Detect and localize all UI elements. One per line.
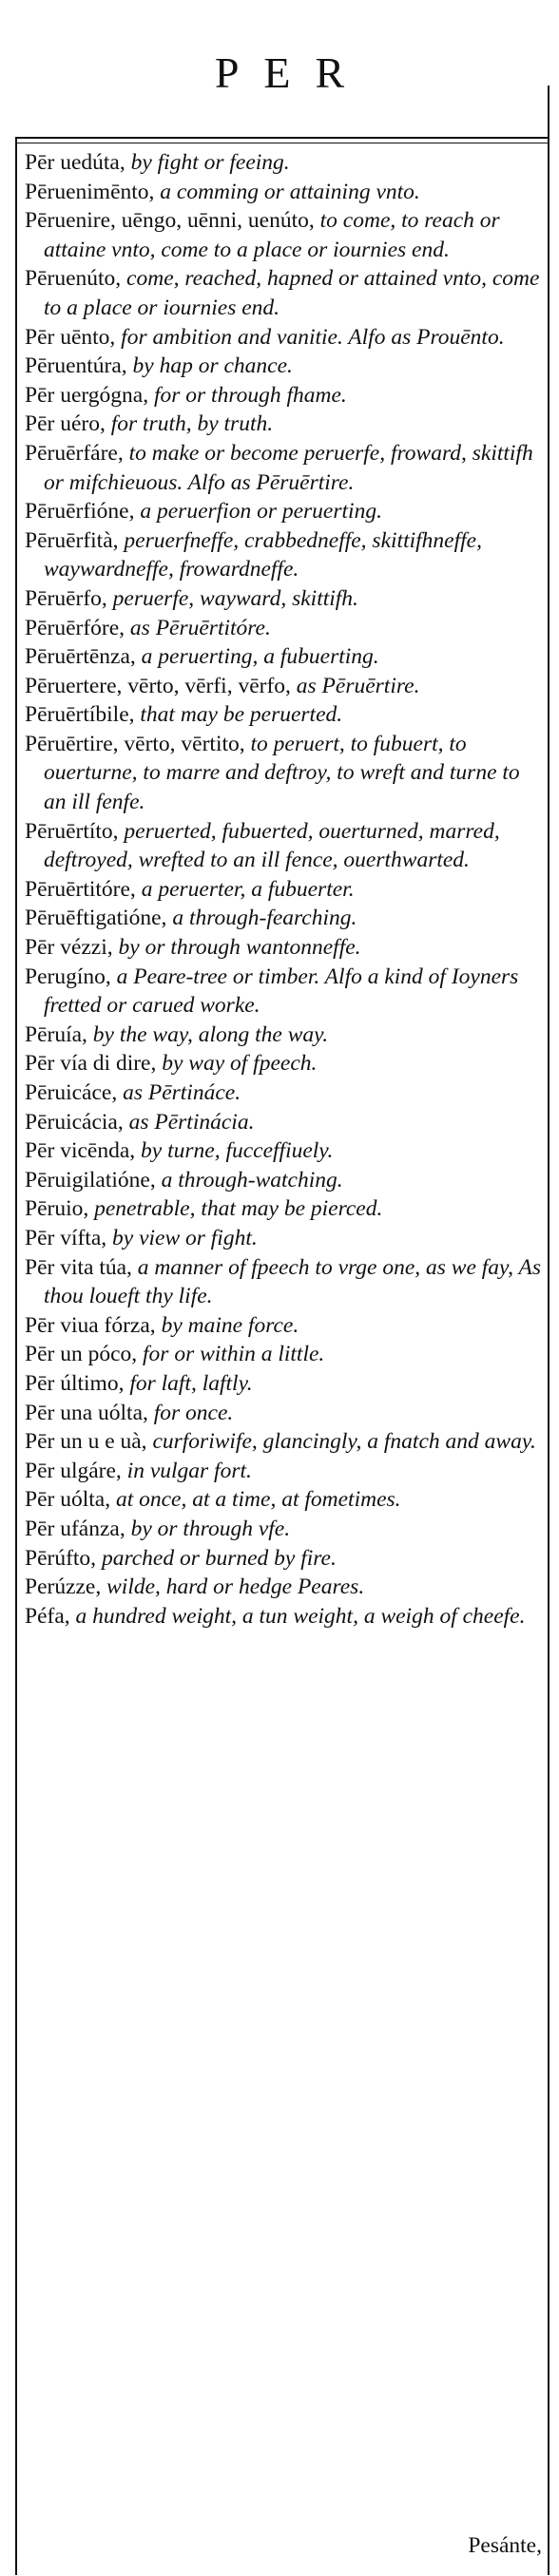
- entry-headword: Pēruērtíbile,: [25, 702, 135, 728]
- entry-definition: for ambition and vanitie. Alfo as Prouēnto.: [115, 324, 505, 350]
- entry-definition: by or through wantonneffe.: [112, 935, 361, 961]
- entry-headword: Pēr vézzi,: [25, 935, 113, 961]
- entry-headword: Pēruērtēnza,: [25, 644, 136, 670]
- dictionary-entry: [25, 584, 543, 614]
- dictionary-entry: [25, 700, 543, 730]
- entry-headword: Pēr vicēnda,: [25, 1138, 136, 1164]
- dictionary-entry: [25, 672, 543, 701]
- entry-definition: by the way, along the way.: [87, 1021, 329, 1047]
- entry-definition: a comming or attaining vnto.: [154, 179, 420, 204]
- entry-definition: as Pērtinácia.: [123, 1109, 255, 1135]
- dictionary-entry: [25, 439, 543, 497]
- entry-definition: that may be peruerted.: [134, 702, 343, 728]
- dictionary-entry: [25, 875, 543, 905]
- entry-definition: for truth, by truth.: [105, 411, 274, 437]
- entry-definition: by maine force.: [155, 1312, 299, 1338]
- dictionary-entry: [25, 1194, 543, 1224]
- entry-headword: Pēruērfióne,: [25, 499, 135, 525]
- entry-headword: Pēr uedúta,: [25, 150, 125, 175]
- entry-headword: Pēruertere, vērto, vērfi, vērfo,: [25, 673, 291, 698]
- dictionary-entry: [25, 410, 543, 439]
- entry-definition: as Pēruērtire.: [290, 673, 420, 698]
- catchword: Pesánte,: [468, 2533, 542, 2558]
- entry-headword: Pēr último,: [25, 1370, 125, 1396]
- top-rule: [15, 137, 549, 139]
- entry-definition: come, reached, hapned or attained vnto, come to a place or iournies end.: [44, 266, 540, 320]
- dictionary-entry: [25, 933, 543, 963]
- entry-definition: to peruert, to fubuert, to ouerturne, to marre and deftroy, to wreft and turne to an ill fenfe.: [44, 731, 520, 815]
- entry-headword: Pēruentúra,: [25, 353, 127, 379]
- entry-headword: Pēruērfáre,: [25, 440, 124, 466]
- entry-headword: Pēruicácia,: [25, 1109, 124, 1135]
- entry-headword: Pēr uólta,: [25, 1487, 111, 1513]
- dictionary-entry: [25, 1515, 543, 1544]
- entry-definition: a through-watching.: [155, 1167, 343, 1193]
- dictionary-entry: [25, 1399, 543, 1428]
- entry-headword: Pēruenimēnto,: [25, 179, 155, 204]
- entry-definition: at once, at a time, at fometimes.: [110, 1487, 401, 1513]
- dictionary-entry: [25, 264, 543, 322]
- entry-headword: Pēruenire, uēngo, uēnni, uenúto,: [25, 208, 315, 234]
- dictionary-entry: [25, 1369, 543, 1399]
- entry-headword: Pēruērfo,: [25, 585, 107, 611]
- entry-definition: by turne, fucceffiuely.: [135, 1138, 334, 1164]
- dictionary-entry: [25, 1340, 543, 1369]
- entry-headword: Pēruigilatióne,: [25, 1167, 156, 1193]
- entry-headword: Pēr una uólta,: [25, 1400, 148, 1425]
- entry-definition: as Pērtináce.: [117, 1080, 241, 1105]
- entry-definition: in vulgar fort.: [121, 1458, 252, 1483]
- dictionary-entry: [25, 1136, 543, 1166]
- entry-headword: Pēruērtitóre,: [25, 876, 136, 902]
- dictionary-entry: [25, 963, 543, 1021]
- dictionary-entry: [25, 1021, 543, 1050]
- dictionary-entry: [25, 1602, 543, 1631]
- dictionary-entry: [25, 642, 543, 672]
- entry-headword: Pēr ulgáre,: [25, 1458, 122, 1483]
- dictionary-entry: [25, 1573, 543, 1602]
- entry-headword: Pēr un póco,: [25, 1342, 138, 1367]
- entry-list: [25, 148, 543, 1631]
- dictionary-entry: [25, 1485, 543, 1515]
- dictionary-entry: [25, 323, 543, 353]
- entry-headword: Pēruio,: [25, 1196, 89, 1222]
- entry-definition: for once.: [147, 1400, 234, 1425]
- entry-headword: Pēruērfóre,: [25, 615, 125, 640]
- entry-definition: parched or burned by fire.: [96, 1545, 337, 1571]
- entry-definition: by way of fpeech.: [156, 1051, 318, 1077]
- dictionary-entry: [25, 817, 543, 875]
- dictionary-entry: [25, 904, 543, 933]
- running-head: PER: [214, 48, 370, 97]
- entry-definition: a peruerting, a fubuerting.: [135, 644, 379, 670]
- entry-headword: Pēr un u e uà,: [25, 1429, 147, 1455]
- left-column-rule: [15, 137, 17, 2575]
- dictionary-entry: [25, 1078, 543, 1108]
- entry-definition: a manner of fpeech to vrge one, as we fay, As thou loueft thy life.: [44, 1254, 542, 1309]
- dictionary-entry: [25, 1049, 543, 1078]
- dictionary-entry: [25, 1253, 543, 1311]
- dictionary-entry: [25, 148, 543, 178]
- entry-headword: Pēruēftigatióne,: [25, 906, 167, 931]
- dictionary-entry: [25, 206, 543, 264]
- dictionary-entry: [25, 1311, 543, 1341]
- entry-headword: Pēr ufánza,: [25, 1516, 125, 1541]
- entry-headword: Pēr uēnto,: [25, 324, 116, 350]
- entry-definition: by view or fight.: [106, 1225, 258, 1250]
- dictionary-entry: [25, 352, 543, 381]
- entry-headword: Pēruērtíto,: [25, 818, 119, 844]
- entry-headword: Pēruērtire, vērto, vērtito,: [25, 731, 245, 756]
- entry-headword: Perúzze,: [25, 1574, 102, 1600]
- entry-definition: a Peare-tree or timber. Alfo a kind of Ioyners fretted or carued worke.: [44, 964, 519, 1019]
- dictionary-entry: [25, 1427, 543, 1457]
- entry-definition: as Pēruērtitóre.: [125, 615, 271, 640]
- entry-headword: Pēr uéro,: [25, 411, 106, 437]
- entry-definition: a peruerter, a fubuerter.: [135, 876, 355, 902]
- entry-headword: Pēr vita túa,: [25, 1254, 132, 1280]
- entry-definition: by or through vfe.: [125, 1516, 291, 1541]
- entry-headword: Pēruía,: [25, 1021, 87, 1047]
- entry-headword: Pēr vía di dire,: [25, 1051, 157, 1077]
- entry-headword: Pēruicáce,: [25, 1080, 118, 1105]
- dictionary-entry: [25, 178, 543, 207]
- entry-headword: Pēr uergógna,: [25, 382, 149, 408]
- right-column-rule: [548, 86, 549, 2575]
- entry-headword: Pēr vífta,: [25, 1225, 107, 1250]
- entry-headword: Pēr viua fórza,: [25, 1312, 156, 1338]
- dictionary-entry: [25, 614, 543, 643]
- entry-headword: Pēruenúto,: [25, 266, 122, 292]
- dictionary-entry: [25, 1544, 543, 1574]
- dictionary-entry: [25, 497, 543, 526]
- entry-definition: peruerfneffe, crabbedneffe, skittifhneffe, waywardneffe, frowardneffe.: [44, 527, 482, 582]
- entry-definition: for or within a little.: [137, 1342, 325, 1367]
- dictionary-entry: [25, 381, 543, 410]
- entry-definition: peruerted, fubuerted, ouerturned, marred, deftroyed, wrefted to an ill fence, ouerthwarted.: [44, 818, 500, 873]
- entry-headword: Pērúfto,: [25, 1545, 97, 1571]
- entry-definition: a hundred weight, a tun weight, a weigh of cheefe.: [69, 1603, 526, 1629]
- entry-headword: Perugíno,: [25, 964, 111, 989]
- entry-definition: a through-fearching.: [166, 906, 357, 931]
- entry-definition: for laft, laftly.: [124, 1370, 253, 1396]
- entry-definition: peruerfe, wayward, skittifh.: [106, 585, 358, 611]
- entry-definition: by hap or chance.: [126, 353, 293, 379]
- dictionary-entry: [25, 1108, 543, 1137]
- dictionary-entry: [25, 1224, 543, 1253]
- entry-headword: Péfa,: [25, 1603, 70, 1629]
- entry-definition: for or through fhame.: [148, 382, 347, 408]
- entry-definition: curforiwife, glancingly, a fnatch and away.: [146, 1429, 536, 1455]
- dictionary-entry: [25, 730, 543, 817]
- entry-definition: by fight or feeing.: [125, 150, 290, 175]
- entry-headword: Pēruērfità,: [25, 527, 119, 553]
- entry-definition: a peruerfion or peruerting.: [134, 499, 382, 525]
- entry-definition: to come, to reach or attaine vnto, come to a place or iournies end.: [44, 208, 500, 262]
- entry-definition: to make or become peruerfe, froward, skittifh or mifchieuous. Alfo as Pēruērtire.: [44, 440, 533, 495]
- entry-definition: penetrable, that may be pierced.: [88, 1196, 383, 1222]
- dictionary-entry: [25, 1457, 543, 1486]
- entry-definition: wilde, hard or hedge Peares.: [101, 1574, 365, 1600]
- dictionary-entry: [25, 1166, 543, 1195]
- dictionary-entry: [25, 526, 543, 584]
